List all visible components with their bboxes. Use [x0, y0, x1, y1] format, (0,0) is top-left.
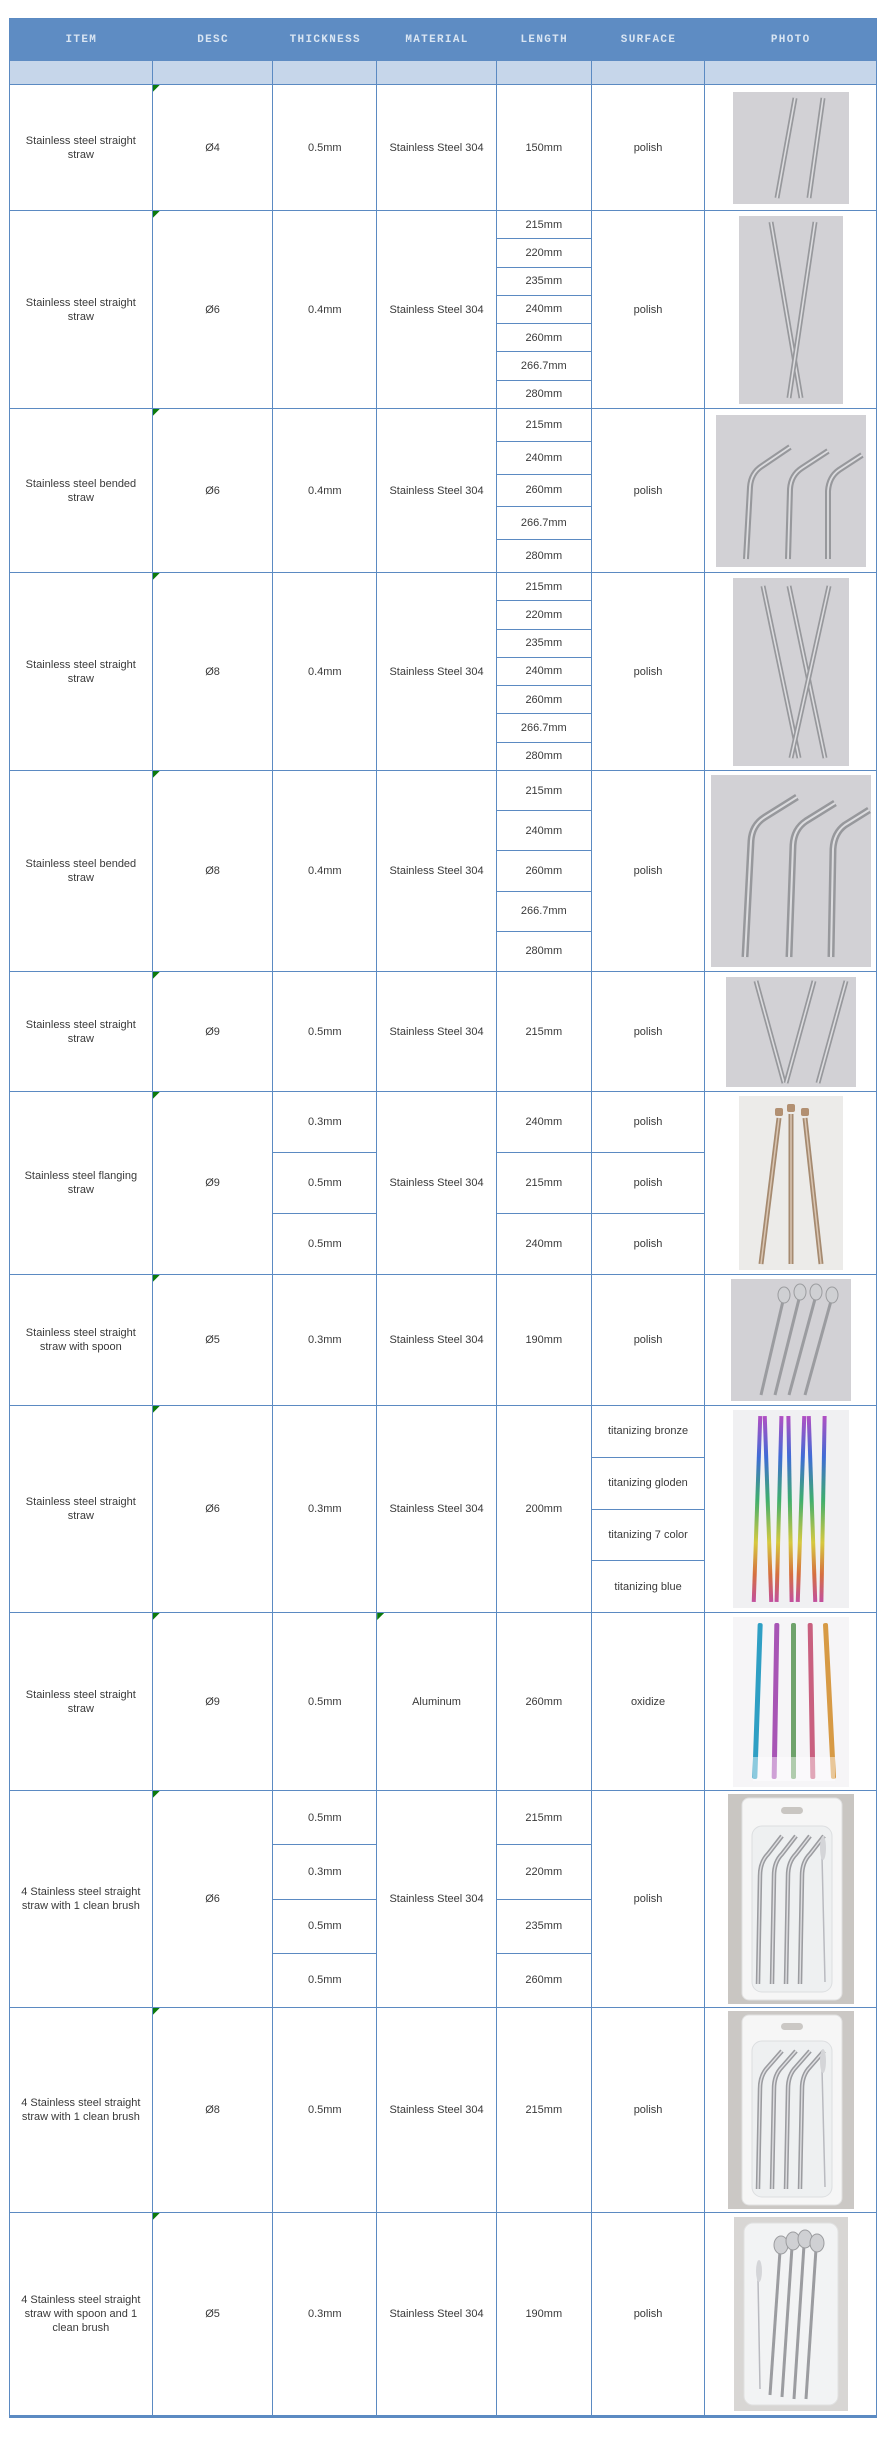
length-cell: [497, 409, 592, 572]
straws-photo-image: [728, 1794, 854, 2004]
thickness-cell: 0.4mm: [273, 771, 377, 971]
length-sub-cell: 266.7mm: [497, 352, 591, 380]
surface-cell: polish: [592, 85, 706, 210]
straws-photo-image: [733, 1410, 849, 1608]
straws-photo-image: [739, 216, 843, 404]
table-row: [10, 211, 876, 409]
straws-photo-image: [731, 1279, 851, 1401]
length-sub-cell: 220mm: [497, 239, 591, 267]
length-sub-cell: 215mm: [497, 1153, 591, 1214]
product-photo: [705, 1791, 876, 2007]
material-cell: Stainless Steel 304: [377, 573, 497, 770]
table-row: [10, 771, 876, 972]
item-cell: 4 Stainless steel straight straw with 1 clean brush: [10, 1791, 153, 2007]
column-header-desc: DESC: [197, 34, 229, 46]
surface-cell: [592, 1092, 706, 1274]
material-cell: Stainless Steel 304: [377, 211, 497, 408]
product-spec-table: [9, 18, 877, 2418]
cell-flag-icon: [153, 2008, 160, 2015]
cell-flag-icon: [153, 972, 160, 979]
desc-cell: Ø4: [153, 85, 274, 210]
material-cell: Stainless Steel 304: [377, 1791, 497, 2007]
length-sub-cell: 260mm: [497, 686, 591, 714]
product-photo: [705, 1406, 876, 1612]
length-sub-cell: 235mm: [497, 1900, 591, 1954]
surface-cell: polish: [592, 573, 706, 770]
thickness-sub-cell: 0.5mm: [307, 1238, 342, 1250]
length-cell: 150mm: [497, 85, 592, 210]
thickness-cell: 0.5mm: [273, 2008, 377, 2212]
cell-flag-icon: [377, 1613, 384, 1620]
thickness-cell: 0.5mm: [273, 972, 377, 1091]
column-header-photo: PHOTO: [770, 34, 811, 46]
surface-sub-cell: polish: [592, 1092, 705, 1153]
item-cell: Stainless steel straight straw: [10, 1406, 153, 1612]
thickness-sub-cell: 0.5mm: [273, 1791, 376, 1845]
length-cell: [497, 1791, 592, 2007]
desc-cell: Ø8: [153, 2008, 274, 2212]
desc-cell: Ø6: [153, 409, 274, 572]
product-photo: [705, 409, 876, 572]
subheader-cell: [377, 61, 497, 84]
length-sub-cell: 240mm: [497, 296, 591, 324]
surface-cell: [592, 1406, 706, 1612]
length-cell: [497, 573, 592, 770]
item-cell: Stainless steel straight straw: [10, 211, 153, 408]
length-sub-cell: 240mm: [497, 442, 591, 475]
material-cell: Aluminum: [377, 1613, 497, 1790]
thickness-sub-cell: 0.5mm: [307, 1974, 342, 1987]
cell-flag-icon: [153, 409, 160, 416]
length-sub-cell: 215mm: [497, 211, 591, 239]
cell-flag-icon: [153, 573, 160, 580]
length-sub-cell: 260mm: [497, 851, 591, 891]
surface-cell: polish: [592, 1791, 706, 2007]
length-cell: 190mm: [497, 1275, 592, 1405]
cell-flag-icon: [153, 1613, 160, 1620]
surface-sub-cell: titanizing blue: [614, 1580, 682, 1593]
item-cell: Stainless steel bended straw: [10, 771, 153, 971]
table-row: [10, 573, 876, 771]
desc-cell: Ø6: [153, 1406, 274, 1612]
thickness-sub-cell: 0.3mm: [273, 1845, 376, 1899]
item-cell: 4 Stainless steel straight straw with 1 clean brush: [10, 2008, 153, 2212]
length-cell: [497, 1092, 592, 1274]
subheader-cell: [10, 61, 153, 84]
material-cell: Stainless Steel 304: [377, 85, 497, 210]
desc-cell: Ø8: [153, 573, 274, 770]
material-cell: Stainless Steel 304: [377, 1092, 497, 1274]
length-sub-cell: 240mm: [497, 658, 591, 686]
desc-cell: Ø9: [153, 1092, 274, 1274]
column-header-material: MATERIAL: [405, 34, 469, 46]
thickness-cell: 0.3mm: [273, 1406, 377, 1612]
surface-sub-cell: titanizing gloden: [592, 1458, 705, 1510]
cell-flag-icon: [153, 2213, 160, 2220]
product-photo: [705, 1613, 876, 1790]
thickness-cell: 0.4mm: [273, 409, 377, 572]
length-cell: 215mm: [497, 2008, 592, 2212]
material-cell: Stainless Steel 304: [377, 409, 497, 572]
desc-cell: Ø6: [153, 1791, 274, 2007]
table-row: [10, 1791, 876, 2008]
cell-flag-icon: [153, 1791, 160, 1798]
straws-photo-image: [733, 1617, 849, 1787]
length-cell: 260mm: [497, 1613, 592, 1790]
thickness-sub-cell: 0.5mm: [273, 1153, 376, 1214]
surface-sub-cell: titanizing bronze: [592, 1406, 705, 1458]
length-sub-cell: 280mm: [525, 945, 563, 958]
straws-photo-image: [733, 92, 849, 204]
material-cell: Stainless Steel 304: [377, 771, 497, 971]
length-sub-cell: 240mm: [525, 1238, 563, 1250]
table-row: [10, 1613, 876, 1791]
length-sub-cell: 280mm: [525, 550, 563, 563]
product-photo: [705, 85, 876, 210]
table-row: [10, 85, 876, 211]
subheader-cell: [592, 61, 706, 84]
desc-cell: Ø5: [153, 1275, 274, 1405]
table-row: [10, 409, 876, 573]
subheader-cell: [273, 61, 377, 84]
length-sub-cell: 215mm: [497, 771, 591, 811]
column-header-surface: SURFACE: [620, 34, 677, 46]
length-sub-cell: 215mm: [497, 573, 591, 601]
desc-cell: Ø8: [153, 771, 274, 971]
thickness-cell: 0.3mm: [273, 2213, 377, 2415]
surface-cell: polish: [592, 409, 706, 572]
product-photo: [705, 1092, 876, 1274]
table-row: [10, 972, 876, 1092]
product-photo: [705, 771, 876, 971]
table-row: [10, 1275, 876, 1406]
subheader-cell: [497, 61, 592, 84]
product-photo: [705, 2213, 876, 2415]
surface-cell: polish: [592, 1275, 706, 1405]
surface-cell: oxidize: [592, 1613, 706, 1790]
thickness-sub-cell: 0.5mm: [273, 1900, 376, 1954]
subheader-row: [10, 61, 876, 85]
surface-cell: polish: [592, 2008, 706, 2212]
item-cell: Stainless steel straight straw: [10, 1613, 153, 1790]
straws-photo-image: [726, 977, 856, 1087]
item-cell: Stainless steel straight straw: [10, 972, 153, 1091]
length-sub-cell: 266.7mm: [497, 892, 591, 932]
thickness-sub-cell: 0.3mm: [273, 1092, 376, 1153]
length-sub-cell: 215mm: [497, 409, 591, 442]
length-sub-cell: 235mm: [497, 630, 591, 658]
length-sub-cell: 260mm: [525, 1974, 563, 1987]
thickness-cell: [273, 1092, 377, 1274]
product-photo: [705, 211, 876, 408]
length-sub-cell: 260mm: [497, 475, 591, 508]
surface-sub-cell: polish: [592, 1153, 705, 1214]
surface-sub-cell: polish: [633, 1238, 663, 1250]
product-photo: [705, 2008, 876, 2212]
material-cell: Stainless Steel 304: [377, 972, 497, 1091]
product-photo: [705, 573, 876, 770]
length-sub-cell: 220mm: [497, 1845, 591, 1899]
table-row: [10, 2213, 876, 2415]
column-header-thickness: THICKNESS: [289, 34, 361, 46]
product-photo: [705, 1275, 876, 1405]
length-cell: 190mm: [497, 2213, 592, 2415]
thickness-cell: 0.3mm: [273, 1275, 377, 1405]
cell-flag-icon: [153, 85, 160, 92]
straws-photo-image: [711, 775, 871, 967]
table-row: [10, 1092, 876, 1275]
thickness-cell: 0.4mm: [273, 211, 377, 408]
table-header-row: [10, 19, 876, 61]
straws-photo-image: [728, 2011, 854, 2209]
length-sub-cell: 215mm: [497, 1791, 591, 1845]
length-sub-cell: 266.7mm: [497, 714, 591, 742]
cell-flag-icon: [153, 1275, 160, 1282]
desc-cell: Ø9: [153, 1613, 274, 1790]
item-cell: 4 Stainless steel straight straw with spoon and 1 clean brush: [10, 2213, 153, 2415]
thickness-cell: 0.5mm: [273, 85, 377, 210]
length-sub-cell: 235mm: [497, 268, 591, 296]
thickness-cell: 0.4mm: [273, 573, 377, 770]
item-cell: Stainless steel flanging straw: [10, 1092, 153, 1274]
surface-cell: polish: [592, 771, 706, 971]
straws-photo-image: [739, 1096, 843, 1270]
item-cell: Stainless steel bended straw: [10, 409, 153, 572]
subheader-cell: [153, 61, 274, 84]
column-header-item: ITEM: [65, 34, 98, 46]
subheader-cell: [705, 61, 876, 84]
desc-cell: Ø6: [153, 211, 274, 408]
desc-cell: Ø5: [153, 2213, 274, 2415]
surface-cell: polish: [592, 211, 706, 408]
straws-photo-image: [733, 578, 849, 766]
length-sub-cell: 240mm: [497, 811, 591, 851]
length-sub-cell: 280mm: [525, 750, 563, 763]
cell-flag-icon: [153, 1406, 160, 1413]
item-cell: Stainless steel straight straw with spoon: [10, 1275, 153, 1405]
cell-flag-icon: [153, 1092, 160, 1099]
length-sub-cell: 280mm: [525, 388, 563, 401]
straws-photo-image: [716, 415, 866, 567]
item-cell: Stainless steel straight straw: [10, 85, 153, 210]
length-sub-cell: 266.7mm: [497, 507, 591, 540]
straws-photo-image: [734, 2217, 848, 2411]
material-cell: Stainless Steel 304: [377, 2213, 497, 2415]
thickness-cell: 0.5mm: [273, 1613, 377, 1790]
surface-sub-cell: titanizing 7 color: [592, 1510, 705, 1562]
length-sub-cell: 260mm: [497, 324, 591, 352]
cell-flag-icon: [153, 771, 160, 778]
table-row: [10, 2008, 876, 2213]
length-sub-cell: 240mm: [497, 1092, 591, 1153]
item-cell: Stainless steel straight straw: [10, 573, 153, 770]
desc-cell: Ø9: [153, 972, 274, 1091]
length-cell: [497, 771, 592, 971]
length-cell: 200mm: [497, 1406, 592, 1612]
material-cell: Stainless Steel 304: [377, 2008, 497, 2212]
surface-cell: polish: [592, 972, 706, 1091]
length-cell: 215mm: [497, 972, 592, 1091]
product-photo: [705, 972, 876, 1091]
material-cell: Stainless Steel 304: [377, 1275, 497, 1405]
length-sub-cell: 220mm: [497, 601, 591, 629]
thickness-cell: [273, 1791, 377, 2007]
column-header-length: LENGTH: [520, 34, 569, 46]
length-cell: [497, 211, 592, 408]
material-cell: Stainless Steel 304: [377, 1406, 497, 1612]
table-row: [10, 1406, 876, 1613]
cell-flag-icon: [153, 211, 160, 218]
surface-cell: polish: [592, 2213, 706, 2415]
